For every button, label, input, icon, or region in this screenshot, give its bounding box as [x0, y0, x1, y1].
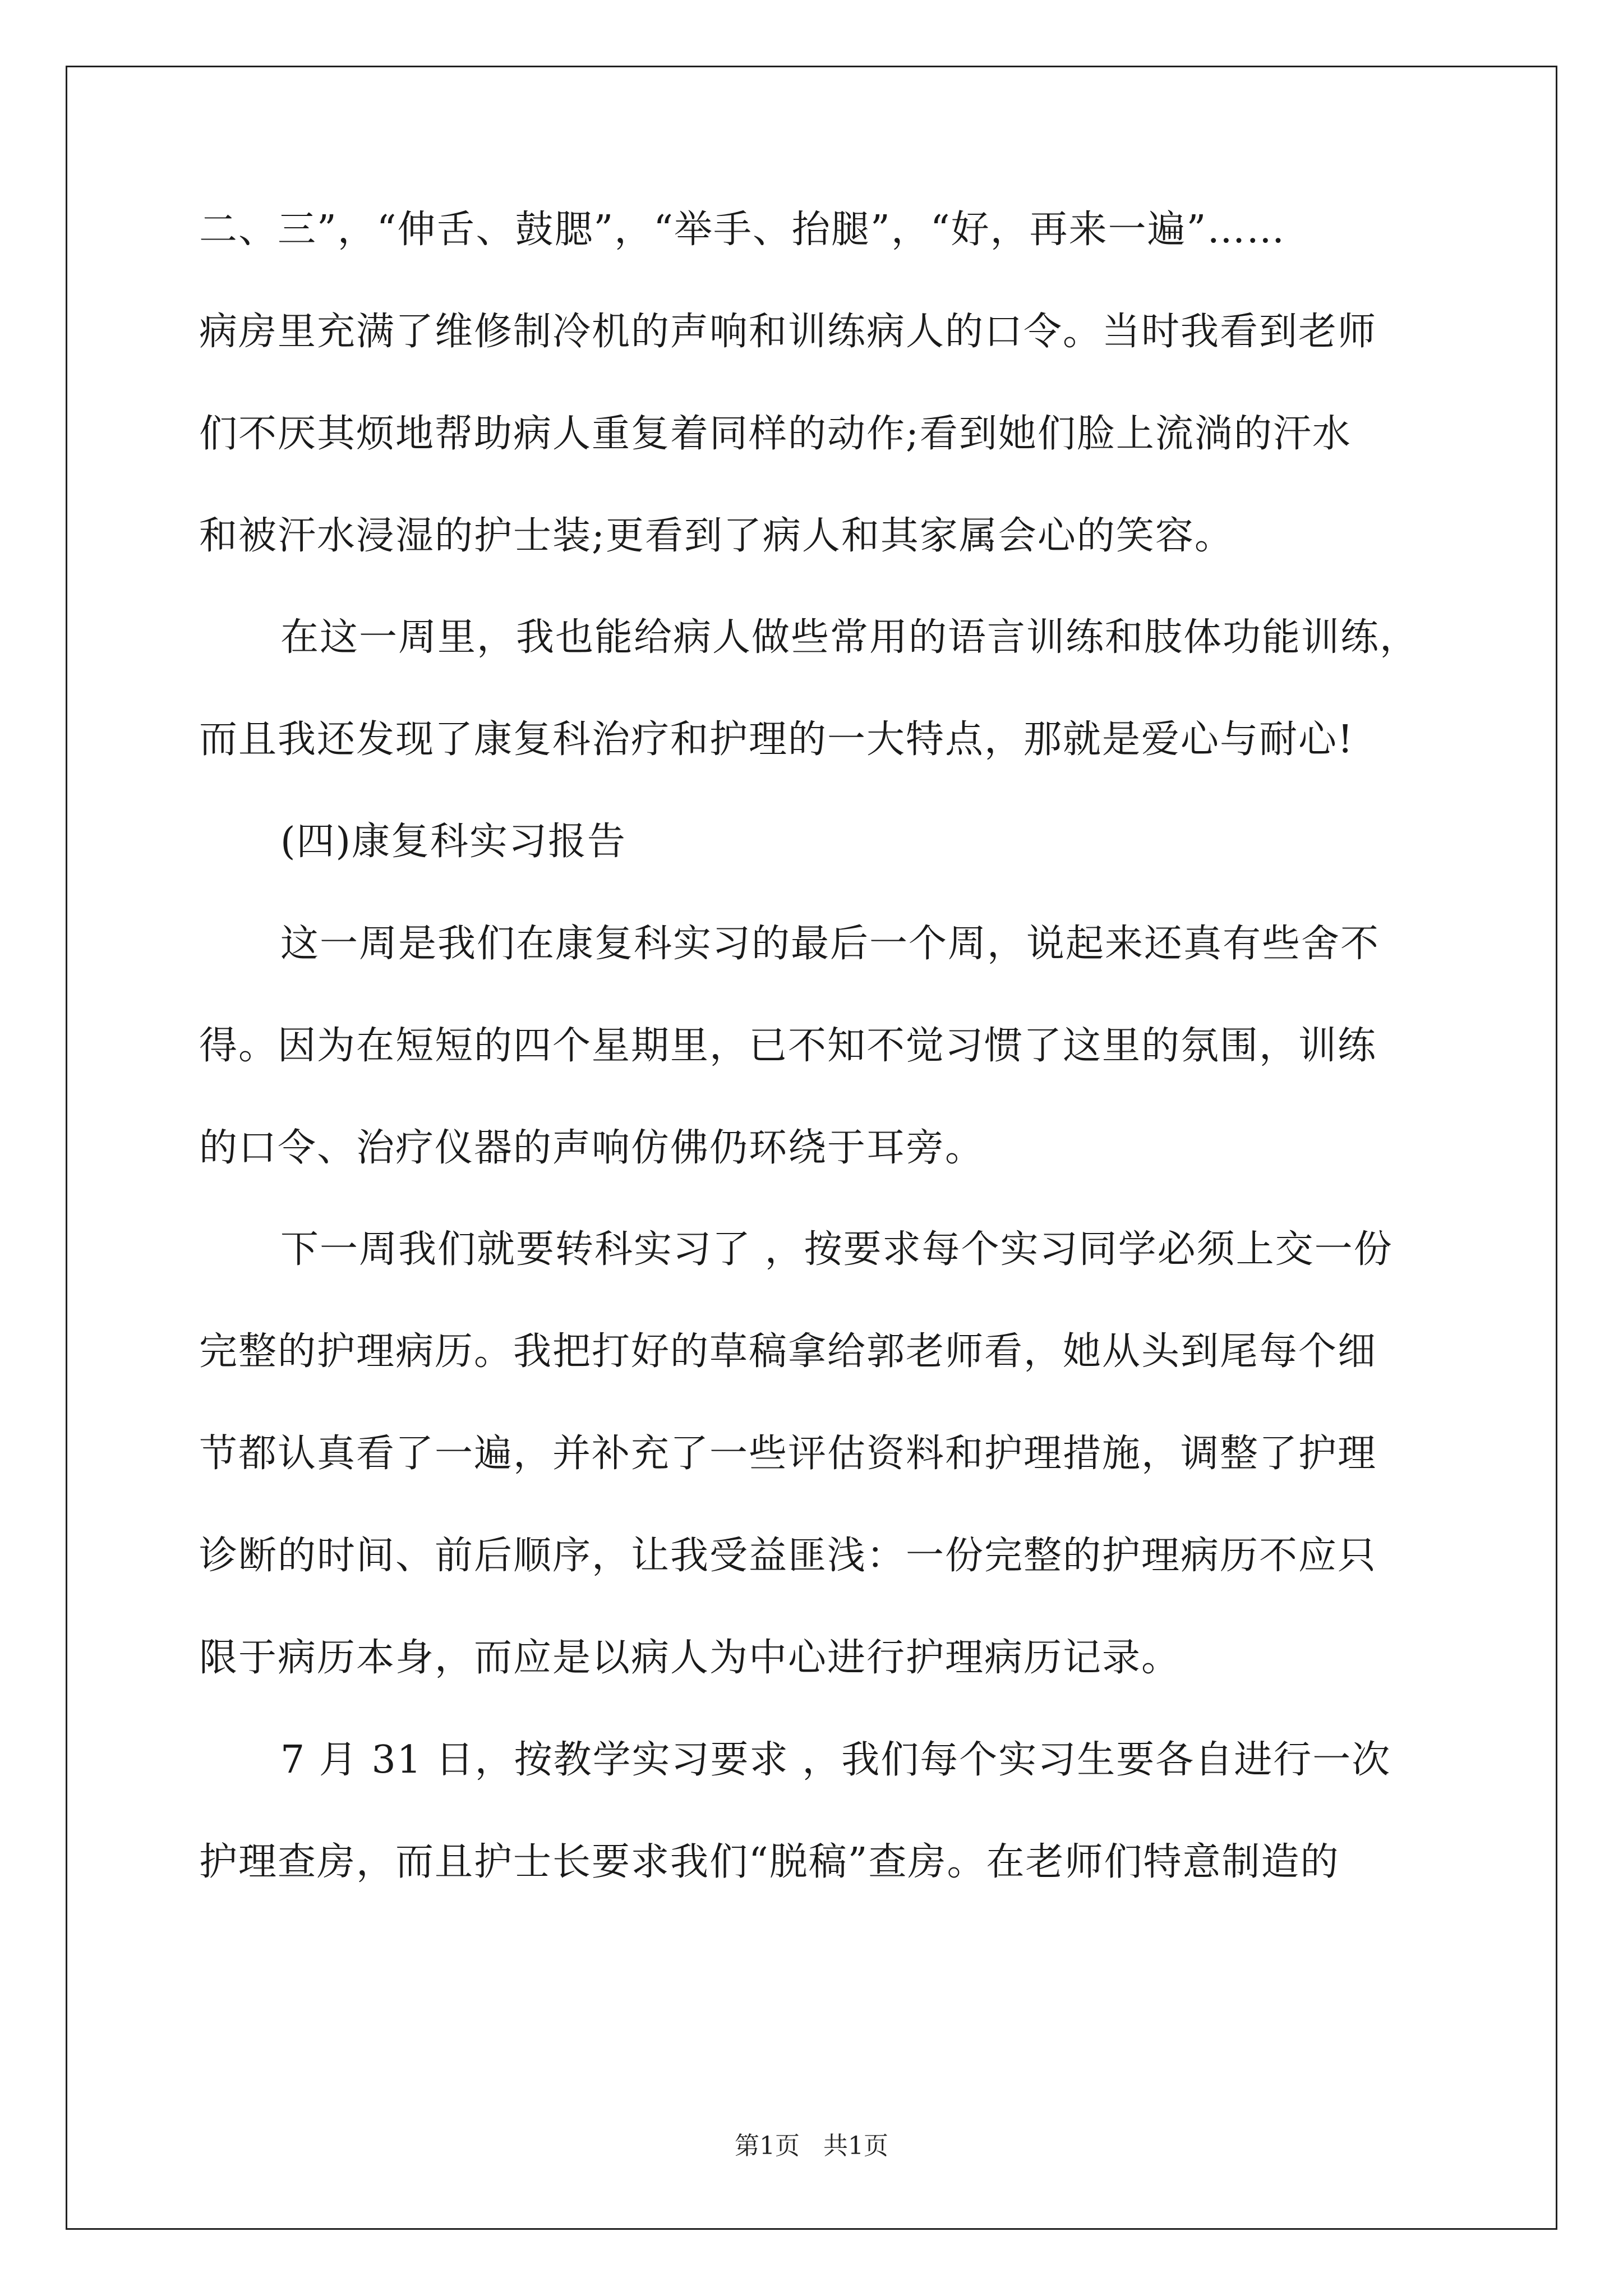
text-line: 护理查房，而且护士长要求我们“脱稿”查房。在老师们特意制造的	[199, 1840, 1340, 1884]
text-line: 们不厌其烦地帮助病人重复着同样的动作;看到她们脸上流淌的汗水	[199, 412, 1352, 456]
paragraph-start-line: 这一周是我们在康复科实习的最后一个周，说起来还真有些舍不	[280, 922, 1380, 966]
text-line: 得。因为在短短的四个星期里，已不知不觉习惯了这里的氛围，训练	[199, 1024, 1377, 1068]
page-footer	[0, 2132, 1623, 2161]
text-line: 二、三”，“伸舌、鼓腮”，“举手、抬腿”，“好，再来一遍”……	[199, 208, 1286, 252]
paragraph-start-line: 在这一周里，我也能给病人做些常用的语言训练和肢体功能训练，	[280, 615, 1419, 660]
paragraph-start-line: 下一周我们就要转科实习了 ，按要求每个实习同学必须上交一份	[280, 1227, 1393, 1272]
text-line: 和被汗水浸湿的护士装;更看到了病人和其家属会心的笑容。	[199, 514, 1234, 558]
text-line: 诊断的时间、前后顺序，让我受益匪浅：一份完整的护理病历不应只	[199, 1534, 1377, 1578]
text-line: 而且我还发现了康复科治疗和护理的一大特点，那就是爱心与耐心!	[199, 717, 1354, 762]
section-heading: (四)康复科实习报告	[280, 820, 627, 864]
text-line: 限于病历本身，而应是以病人为中心进行护理病历记录。	[199, 1636, 1181, 1680]
paragraph-start-line: 7 月 31 日，按教学实习要求 ，我们每个实习生要各自进行一次	[280, 1738, 1391, 1782]
page-total: 共1页	[823, 2132, 888, 2160]
text-line: 完整的护理病历。我把打好的草稿拿给郭老师看，她从头到尾每个细	[199, 1329, 1377, 1374]
text-line: 节都认真看了一遍，并补充了一些评估资料和护理措施，调整了护理	[199, 1432, 1377, 1476]
text-line: 病房里充满了维修制冷机的声响和训练病人的口令。当时我看到老师	[199, 310, 1377, 354]
page-number: 第1页	[735, 2132, 800, 2160]
text-line: 的口令、治疗仪器的声响仿佛仍环绕于耳旁。	[199, 1126, 985, 1170]
